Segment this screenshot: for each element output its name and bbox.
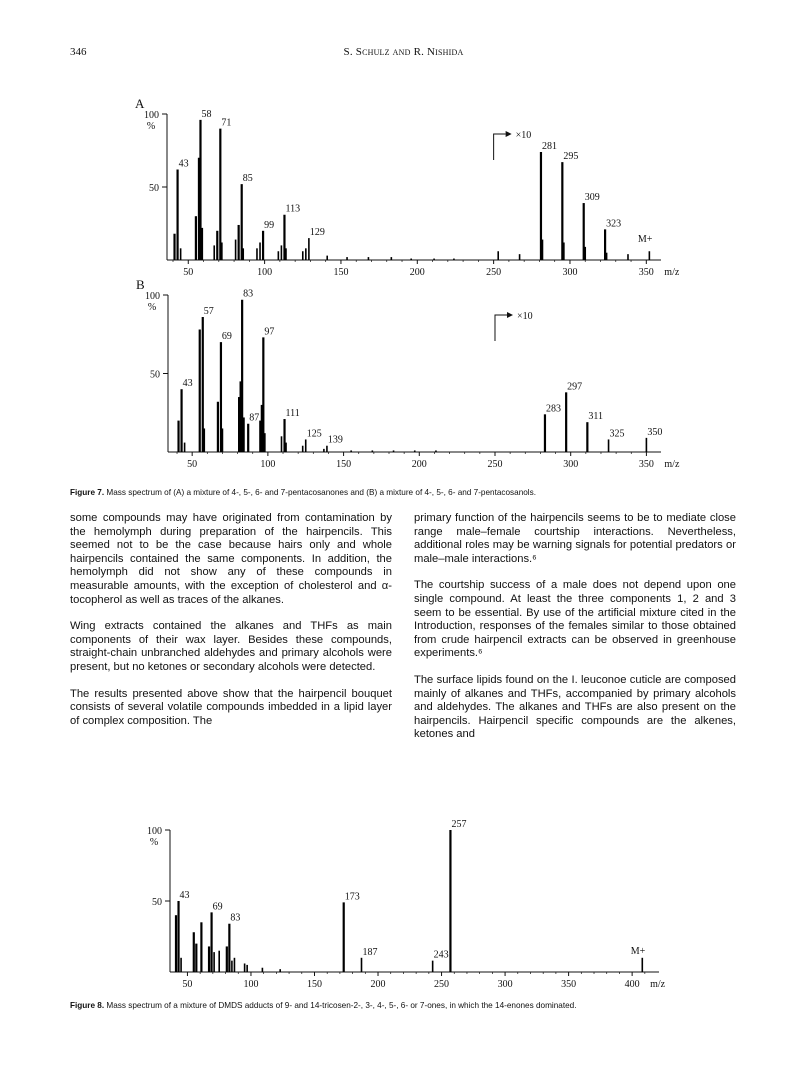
magnification-arrowhead — [507, 312, 513, 318]
peak-label: 58 — [201, 108, 212, 120]
panel-label: B — [136, 277, 145, 292]
peak-label: 350 — [647, 426, 663, 438]
magnification-arrowhead — [506, 131, 512, 137]
magnification-marker — [494, 134, 506, 160]
running-head: S. Schulz and R. Nishida — [343, 46, 464, 58]
x-tick-label: 300 — [497, 979, 513, 990]
peak-label: 71 — [221, 117, 232, 129]
figure7-panel-b — [0, 277, 807, 480]
x-tick-label: 400 — [624, 979, 640, 990]
molecular-ion-label: M+ — [630, 946, 646, 957]
figure7-caption-text: Mass spectrum of (A) a mixture of 4-, 5-, 6- and 7-pentacosanones and (B) a mixture of 4-, 5-, 6- and 7-pentacosanols. — [106, 488, 536, 497]
y-tick-label: 100 — [144, 110, 159, 121]
peak-label: 87 — [249, 412, 260, 424]
peak-label: 125 — [306, 428, 322, 440]
x-tick-label: 250 — [487, 459, 503, 470]
body-paragraph: some compounds may have originated from contamination by the hemolymph during preparation of the hairpencils. This seemed not to be the case because hairs only and whole hairpencils contained the same components. In addition, the hemolymph did not show any of these compounds in measurable amounts, with the exception of cholesterol and α-tocopherol as well as traces of the alkanes. — [70, 512, 392, 606]
x-tick-label: 300 — [563, 459, 579, 470]
peak-label: 85 — [242, 173, 253, 185]
peak-label: 309 — [584, 192, 600, 204]
x-tick-label: 200 — [409, 267, 425, 278]
x-tick-label: 350 — [638, 267, 654, 278]
peak-label: 69 — [221, 331, 232, 343]
x-tick-label: 150 — [336, 459, 352, 470]
peak-label: 311 — [588, 411, 603, 423]
y-tick-label: 100 — [145, 291, 160, 302]
peak-label: 83 — [243, 288, 254, 300]
peak-label: 57 — [203, 305, 214, 317]
figure7-caption-label: Figure 7. — [70, 488, 105, 497]
peak-label: 43 — [182, 378, 193, 390]
peak-label: 173 — [344, 891, 360, 903]
peak-label: 325 — [609, 428, 625, 440]
body-paragraph: The surface lipids found on the I. leuconoe cuticle are composed mainly of alkanes and THFs, accompanied by primary alcohols and aldehydes. The alkanes and THFs are also present on the hairpencils. Hairpencil specific compounds are the alkenes, ketones and — [414, 673, 736, 741]
magnification-marker — [495, 315, 507, 341]
y-tick-label: 100 — [147, 826, 162, 837]
peak-label: 111 — [285, 408, 300, 420]
y-tick-label: 50 — [152, 897, 162, 908]
y-tick-label: 50 — [150, 369, 160, 381]
x-axis-label: m/z — [664, 459, 680, 470]
x-tick-label: 350 — [638, 459, 654, 470]
peak-label: 83 — [230, 912, 241, 924]
peak-label: 129 — [309, 227, 325, 239]
x-tick-label: 100 — [243, 979, 259, 990]
peak-label: 113 — [285, 203, 301, 215]
figure8-caption-label: Figure 8. — [70, 1001, 105, 1010]
x-axis-label: m/z — [650, 979, 666, 990]
y-unit-label: % — [147, 302, 157, 313]
figure8-spectrum — [0, 812, 807, 1002]
figure8-caption-text: Mass spectrum of a mixture of DMDS adducts of 9- and 14-tricosen-2-, 3-, 4-, 5-, 6- or 7-ones, in which the 14-enones dominated. — [106, 1001, 577, 1010]
peak-label: 43 — [178, 158, 189, 170]
peak-label: 99 — [264, 219, 275, 231]
body-right-column — [414, 512, 736, 755]
body-left-column — [70, 512, 392, 741]
peak-label: 69 — [212, 901, 223, 913]
body-paragraph: primary function of the hairpencils seems to be to mediate close range male–female courtship interactions. Nevertheless, additional roles may be warning signals for potential predators or male–male interactions.⁶ — [414, 512, 736, 565]
x-tick-label: 200 — [370, 979, 386, 990]
magnification-label: ×10 — [516, 311, 533, 322]
x-tick-label: 150 — [306, 979, 322, 990]
peak-label: 243 — [433, 949, 449, 961]
x-axis-label: m/z — [664, 267, 680, 278]
molecular-ion-label: M+ — [637, 234, 653, 245]
page-header — [70, 46, 737, 62]
panel-label: A — [135, 96, 145, 111]
x-tick-label: 50 — [183, 267, 194, 278]
y-unit-label: % — [146, 121, 156, 132]
x-tick-label: 250 — [434, 979, 450, 990]
peak-label: 43 — [179, 890, 190, 901]
peak-label: 295 — [563, 151, 579, 163]
x-tick-label: 150 — [333, 267, 349, 278]
x-tick-label: 200 — [411, 459, 427, 470]
y-unit-label: % — [149, 837, 159, 848]
peak-label: 139 — [327, 434, 343, 446]
body-paragraph: Wing extracts contained the alkanes and THFs as main components of their wax layer. Besides these compounds, straight-chain unbranched aldehydes and primary alcohols were present, but no ketones or secondary alcohols were detected. — [70, 620, 392, 673]
peak-label: 97 — [264, 326, 275, 338]
peak-label: 283 — [545, 403, 561, 415]
x-tick-label: 350 — [561, 979, 577, 990]
x-tick-label: 300 — [562, 267, 578, 278]
page-number: 346 — [70, 46, 87, 58]
peak-label: 323 — [606, 218, 622, 230]
y-tick-label: 50 — [149, 183, 159, 194]
peak-label: 297 — [567, 381, 583, 393]
magnification-label: ×10 — [515, 130, 532, 141]
body-paragraph: The courtship success of a male does not depend upon one single compound. At least the three components 1, 2 and 3 seem to be essential. By use of the artificial mixture cited in the Introduction, responses of the females similar to those obtained from crude hairpencil extracts can be observed in greenhouse experiments.⁶ — [414, 579, 736, 660]
figure7-caption — [70, 487, 737, 498]
peak-label: 257 — [451, 819, 467, 830]
x-tick-label: 100 — [257, 267, 273, 278]
figure8-caption — [70, 1000, 737, 1011]
figure7-panel-a — [0, 92, 807, 278]
peak-label: 281 — [541, 140, 557, 152]
x-tick-label: 50 — [187, 459, 198, 470]
peak-label: 187 — [362, 946, 378, 958]
x-tick-label: 100 — [260, 459, 276, 470]
body-paragraph: The results presented above show that the hairpencil bouquet consists of several volatile compounds imbedded in a lipid layer of complex composition. The — [70, 687, 392, 727]
x-tick-label: 250 — [486, 267, 502, 278]
x-tick-label: 50 — [182, 979, 193, 990]
